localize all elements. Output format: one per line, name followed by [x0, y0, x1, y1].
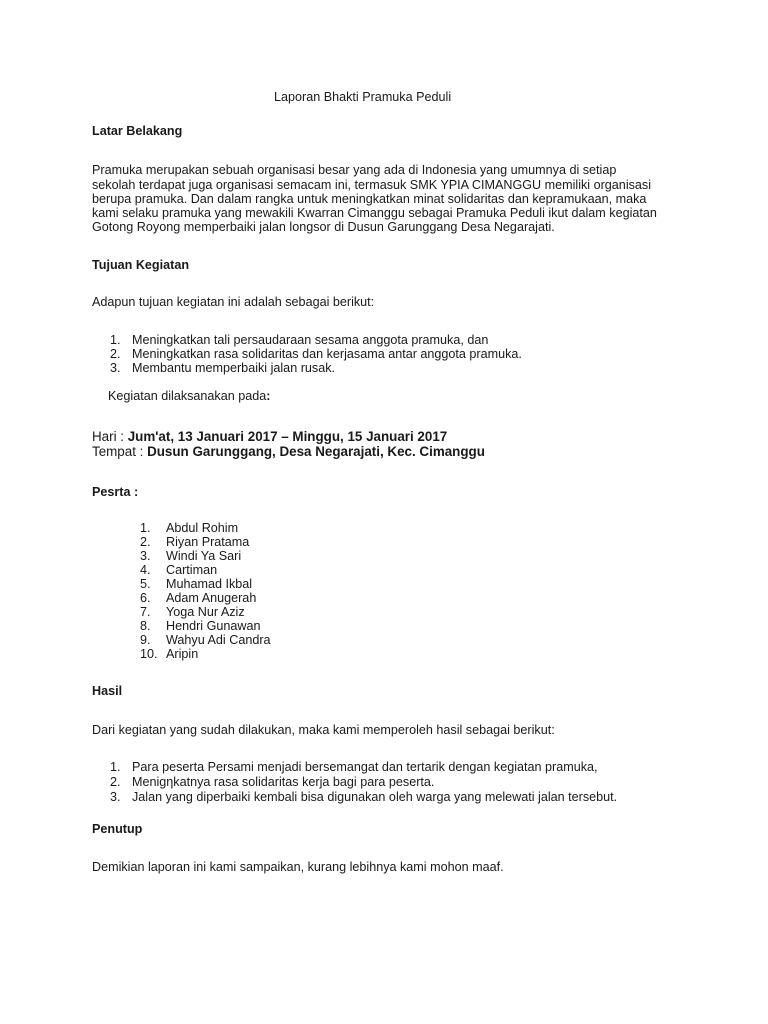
heading-peserta: Pesrta : [92, 485, 139, 499]
pelaksanaan-label: Kegiatan dilaksanakan pada [108, 389, 267, 403]
paragraph-line: sekolah terdapat juga organisasi semacam ini, termasuk SMK YPIA CIMANGGU memiliki organisasi [92, 178, 652, 192]
list-item: Windi Ya Sari [166, 549, 242, 563]
list-item: Para peserta Persami menjadi bersemangat dan tertarik dengan kegiatan pramuka, [132, 760, 598, 774]
list-number: 2. [110, 775, 121, 789]
document-title: Laporan Bhakti Pramuka Peduli [274, 90, 452, 104]
list-item: Menigηkatnya rasa solidaritas kerja bagi para peserta. [132, 775, 435, 789]
list-item: Jalan yang diperbaiki kembali bisa digunakan oleh warga yang melewati jalan tersebut. [132, 790, 618, 804]
heading-penutup: Penutup [92, 822, 143, 836]
list-item: Aripin [166, 647, 199, 661]
hasil-intro: Dari kegiatan yang sudah dilakukan, maka kami memperoleh hasil sebagai berikut: [92, 723, 555, 737]
penutup-text: Demikian laporan ini kami sampaikan, kurang lebihnya kami mohon maaf. [92, 860, 504, 874]
heading-tujuan: Tujuan Kegiatan [92, 258, 190, 272]
tempat-label: Tempat : [92, 444, 148, 459]
list-number: 9. [140, 633, 151, 647]
colon: : [266, 389, 271, 403]
list-number: 1. [110, 333, 121, 347]
list-number: 4. [140, 563, 151, 577]
paragraph-line: kami selaku pramuka yang mewakili Kwarran Cimanggu sebagai Pramuka Peduli ikut dalam kegiatan [92, 206, 657, 220]
list-number: 3. [110, 361, 121, 375]
list-item: Adam Anugerah [166, 591, 257, 605]
paragraph-line: Pramuka merupakan sebuah organisasi besar yang ada di Indonesia yang umumnya di setiap [92, 163, 617, 177]
list-number: 8. [140, 619, 151, 633]
list-item: Cartiman [166, 563, 218, 577]
list-item: Riyan Pratama [166, 535, 250, 549]
list-item: Membantu memperbaiki jalan rusak. [132, 361, 335, 375]
list-number: 7. [140, 605, 151, 619]
hari-label: Hari : [92, 429, 128, 444]
list-number: 5. [140, 577, 151, 591]
list-number: 2. [140, 535, 151, 549]
paragraph-line: Gotong Royong memperbaiki jalan longsor di Dusun Garunggang Desa Negarajati. [92, 220, 555, 234]
list-item: Abdul Rohim [166, 521, 239, 535]
list-number: 2. [110, 347, 121, 361]
list-number: 6. [140, 591, 151, 605]
list-number: 10. [140, 647, 158, 661]
tempat-value: Dusun Garunggang, Desa Negarajati, Kec. Cimanggu [147, 444, 485, 459]
list-number: 3. [110, 790, 121, 804]
list-item: Yoga Nur Aziz [166, 605, 245, 619]
tujuan-intro: Adapun tujuan kegiatan ini adalah sebagai berikut: [92, 295, 375, 309]
tempat-line [92, 445, 485, 459]
list-item: Wahyu Adi Candra [166, 633, 271, 647]
hari-value: Jum'at, 13 Januari 2017 – Minggu, 15 Januari 2017 [127, 429, 448, 444]
heading-hasil: Hasil [92, 684, 123, 698]
list-number: 1. [110, 760, 121, 774]
list-item: Hendri Gunawan [166, 619, 261, 633]
heading-latar-belakang: Latar Belakang [92, 124, 183, 138]
paragraph-line: berupa pramuka. Dan dalam rangka untuk meningkatkan minat solidaritas dan kepramukaan, maka [92, 192, 647, 206]
pelaksanaan-text [108, 389, 270, 403]
list-number: 3. [140, 549, 151, 563]
list-item: Meningkatkan rasa solidaritas dan kerjasama antar anggota pramuka. [132, 347, 522, 361]
hari-line [92, 430, 447, 444]
list-item: Meningkatkan tali persaudaraan sesama anggota pramuka, dan [132, 333, 489, 347]
list-item: Muhamad Ikbal [166, 577, 253, 591]
list-number: 1. [140, 521, 151, 535]
